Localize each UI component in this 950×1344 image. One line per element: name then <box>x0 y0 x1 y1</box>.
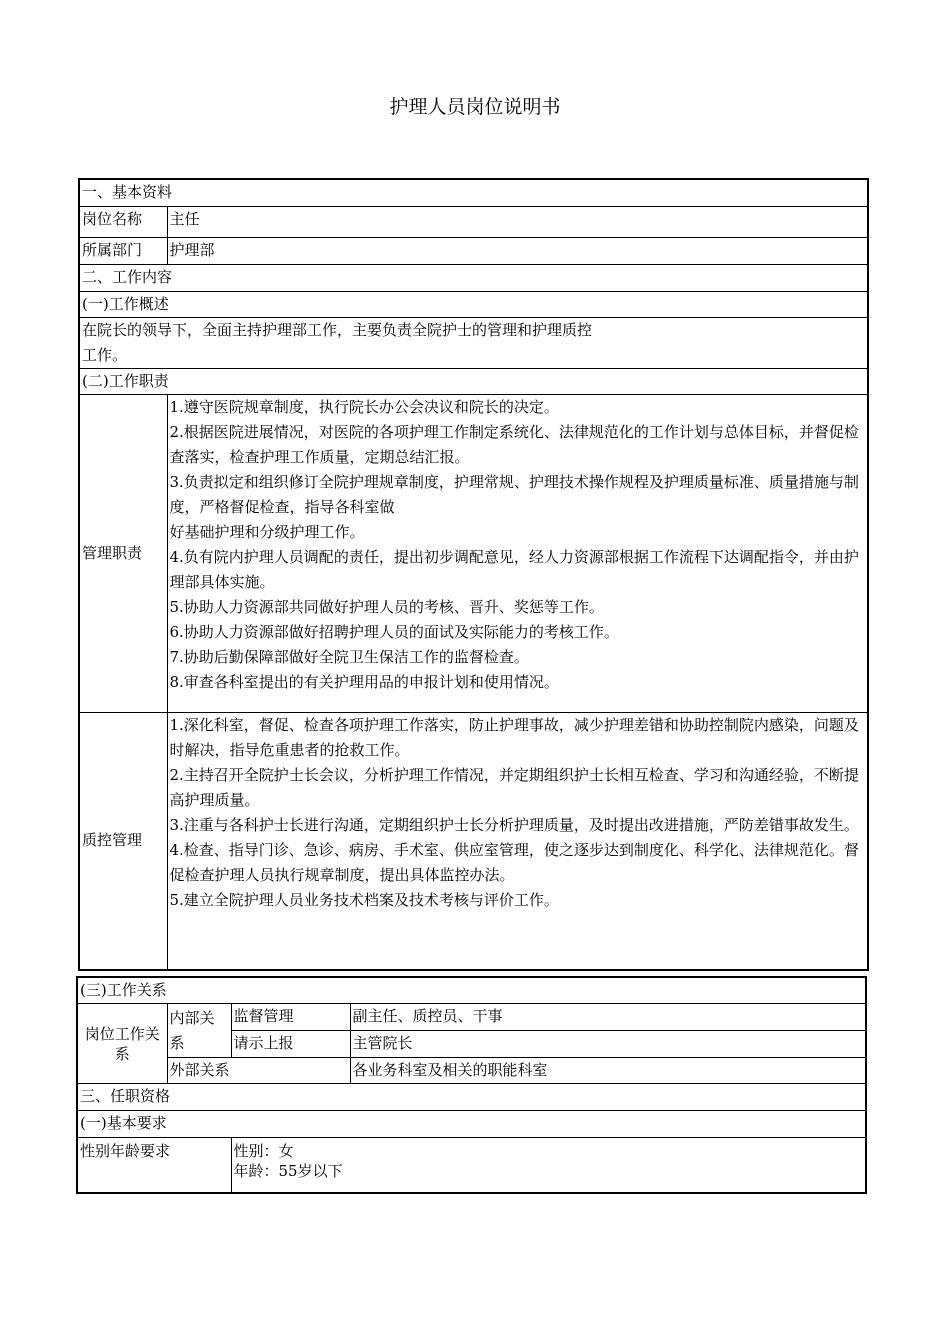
position-value: 主任 <box>167 206 868 237</box>
gender-value: 性别：女 <box>233 1142 294 1160</box>
management-item: 4.负有院内护理人员调配的责任，提出初步调配意见，经人力资源部根据工作流程下达调配指令，并由护理部具体实施。 <box>169 547 859 591</box>
internal-relations-label: 内部关系 <box>167 1004 231 1058</box>
external-relations-label: 外部关系 <box>167 1058 350 1084</box>
management-item: 3.负责拟定和组织修订全院护理规章制度，护理常规、护理技术操作规程及护理质量标准、质量措施与制度，严格督促检查，指导各科室做 <box>169 472 859 516</box>
gender-age-label: 性别年龄要求 <box>77 1138 231 1193</box>
management-item: 8.审查各科室提出的有关护理用品的申报计划和使用情况。 <box>169 672 559 691</box>
supervise-value: 副主任、质控员、干事 <box>350 1004 866 1031</box>
quality-item: 4.检查、指导门诊、急诊、病房、手术室、供应室管理，使之逐步达到制度化、科学化、法律规范化。督促检查护理人员执行规章制度，提出具体监控办法。 <box>169 840 859 884</box>
relations-qualification-table <box>76 976 867 1194</box>
gender-age-value <box>231 1138 866 1193</box>
management-item: 6.协助人力资源部做好招聘护理人员的面试及实际能力的考核工作。 <box>169 622 619 641</box>
external-relations-value: 各业务科室及相关的职能科室 <box>350 1058 866 1084</box>
management-item: 7.协助后勤保障部做好全院卫生保洁工作的监督检查。 <box>169 647 529 666</box>
relations-title: (三)工作关系 <box>77 977 866 1004</box>
section-qualification: 三、任职资格 <box>77 1084 866 1111</box>
report-label: 请示上报 <box>231 1031 350 1058</box>
quality-duties <box>167 712 868 970</box>
management-item: 2.根据医院进展情况，对医院的各项护理工作制定系统化、法律规范化的工作计划与总体目标，并督促检查落实，检查护理工作质量，定期总结汇报。 <box>169 422 859 466</box>
management-item: 1.遵守医院规章制度，执行院长办公会决议和院长的决定。 <box>169 397 559 416</box>
document-title: 护理人员岗位说明书 <box>389 96 561 118</box>
management-item: 好基础护理和分级护理工作。 <box>169 522 365 541</box>
overview-text: 在院长的领导下，全面主持护理部工作，主要负责全院护士的管理和护理质控 <box>82 320 593 339</box>
basic-requirements-title: (一)基本要求 <box>77 1111 866 1138</box>
quality-item: 2.主持召开全院护士长会议，分析护理工作情况，并定期组织护士长相互检查、学习和沟通经验，不断提高护理质量。 <box>169 765 859 809</box>
duties-title: (二)工作职责 <box>79 368 868 394</box>
position-label: 岗位名称 <box>79 206 167 237</box>
report-value: 主管院长 <box>350 1031 866 1058</box>
age-value: 年龄：55岁以下 <box>233 1162 343 1180</box>
overview-title: (一)工作概述 <box>79 291 868 317</box>
quality-item: 3.注重与各科护士长进行沟通，定期组织护士长分析护理质量，及时提出改进措施，严防差错事故发生。 <box>169 815 859 834</box>
supervise-label: 监督管理 <box>231 1004 350 1031</box>
overview-text-cell <box>79 317 868 368</box>
quality-item: 5.建立全院护理人员业务技术档案及技术考核与评价工作。 <box>169 890 559 909</box>
department-value: 护理部 <box>167 237 868 264</box>
quality-label: 质控管理 <box>79 712 167 970</box>
job-description-table <box>78 178 869 971</box>
section-work-content: 二、工作内容 <box>79 264 868 291</box>
section-basic-info: 一、基本资料 <box>79 179 868 206</box>
management-item: 5.协助人力资源部共同做好护理人员的考核、晋升、奖惩等工作。 <box>169 597 604 616</box>
management-duties <box>167 394 868 712</box>
relations-group-label: 岗位工作关系 <box>77 1004 167 1084</box>
overview-text-cont: 工作。 <box>82 345 128 364</box>
quality-item: 1.深化科室，督促、检查各项护理工作落实，防止护理事故，减少护理差错和协助控制院内感染，问题及时解决，指导危重患者的抢救工作。 <box>169 715 859 759</box>
management-label: 管理职责 <box>79 394 167 712</box>
department-label: 所属部门 <box>79 237 167 264</box>
